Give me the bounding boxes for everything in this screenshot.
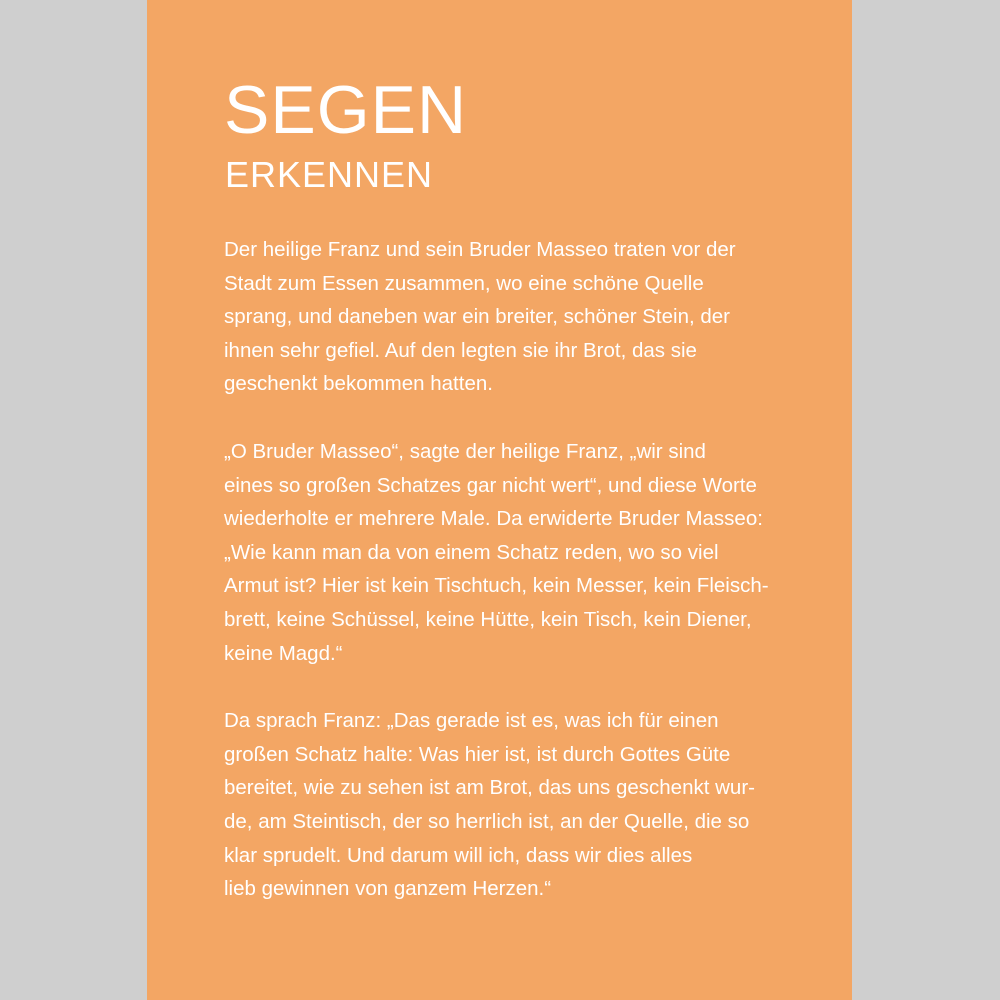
text-line: wiederholte er mehrere Male. Da erwiderte Bruder Masseo:: [224, 507, 763, 531]
text-line: Armut ist? Hier ist kein Tischtuch, kein Messer, kein Fleisch-: [224, 574, 769, 598]
text-line: großen Schatz halte: Was hier ist, ist durch Gottes Güte: [224, 742, 731, 766]
page-subtitle: ERKENNEN: [225, 154, 434, 195]
text-line: brett, keine Schüssel, keine Hütte, kein Tisch, kein Diener,: [224, 607, 752, 631]
text-line: sprang, und daneben war ein breiter, schöner Stein, der: [224, 305, 730, 329]
text-card: [147, 0, 852, 1000]
text-line: „O Bruder Masseo“, sagte der heilige Franz, „wir sind: [224, 439, 706, 463]
text-line: „Wie kann man da von einem Schatz reden, wo so viel: [224, 540, 719, 564]
text-line: keine Magd.“: [224, 641, 343, 665]
page-title: SEGEN: [224, 72, 468, 148]
story-text: [224, 233, 784, 940]
paragraph-2: [224, 435, 784, 670]
text-line: Der heilige Franz und sein Bruder Masseo traten vor der: [224, 238, 736, 261]
paragraph-3: [224, 704, 784, 906]
text-line: ihnen sehr gefiel. Auf den legten sie ihr Brot, das sie: [224, 338, 697, 362]
text-line: de, am Steintisch, der so herrlich ist, an der Quelle, die so: [224, 809, 750, 833]
text-line: geschenkt bekommen hatten.: [224, 372, 493, 396]
text-line: Da sprach Franz: „Das gerade ist es, was ich für einen: [224, 709, 719, 733]
text-line: klar sprudelt. Und darum will ich, dass wir dies alles: [224, 843, 693, 867]
text-line: eines so großen Schatzes gar nicht wert“, und diese Worte: [224, 473, 757, 497]
paragraph-1: [224, 233, 784, 401]
text-line: lieb gewinnen von ganzem Herzen.“: [224, 877, 552, 901]
text-line: Stadt zum Essen zusammen, wo eine schöne Quelle: [224, 271, 704, 295]
text-line: bereitet, wie zu sehen ist am Brot, das uns geschenkt wur-: [224, 776, 755, 800]
